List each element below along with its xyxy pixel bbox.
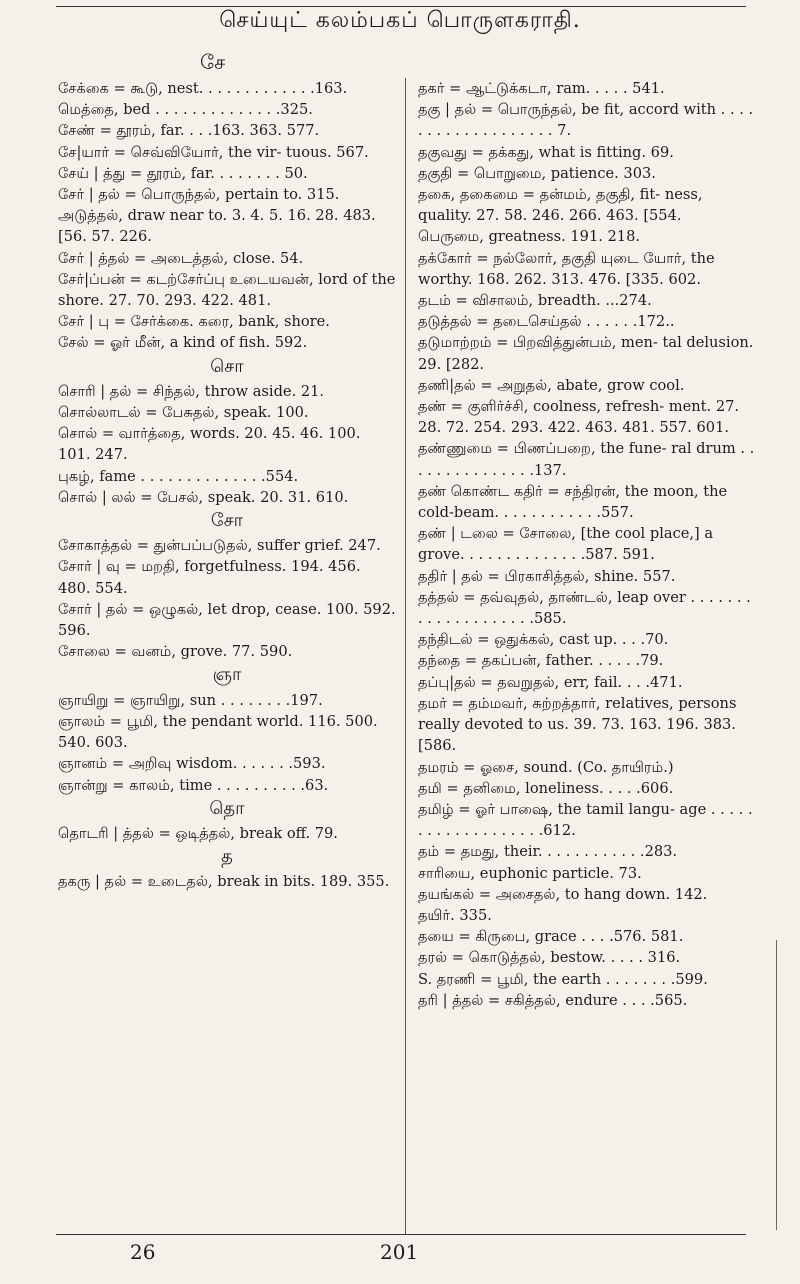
right-entry: தகுவது = தக்கது, what is fitting. 69. (418, 143, 674, 161)
left-entry: சோர் | தல் = ஒழுகல், let drop, cease. 100. 592. 596. (58, 600, 396, 640)
left-entry: புகழ், fame . . . . . . . . . . . . . .554. (58, 467, 299, 485)
left-entry: தொடரி | த்தல் = ஒடித்தல், break off. 79. (58, 824, 338, 842)
top-rule (56, 6, 746, 7)
left-entry: சேக்கை = கூடு, nest. . . . . . . . . . . . .163. (58, 80, 348, 97)
page-number-left: 26 (130, 1240, 156, 1264)
right-entry: தமிழ் = ஓர் பாஷை, the tamil langu- age . . . . . . . . . . . . . . . . . . .612. (418, 800, 753, 840)
right-entry: தண்ணுமை = பிணப்பறை, the fune- ral drum . . . . . . . . . . . . . . .137. (418, 440, 755, 479)
right-entry: தரல் = கொடுத்தல், bestow. . . . . 316. (418, 949, 681, 967)
right-entry: தகுதி = பொறுமை, patience. 303. (418, 164, 656, 182)
right-entry: தணி|தல் = அறுதல், abate, grow cool. (418, 376, 685, 394)
left-entry: தகரு | தல் = உடைதல், break in bits. 189. 355. (58, 873, 390, 891)
page-number-right: 201 (380, 1240, 419, 1264)
left-entry: சொல் = வார்த்தை, words. 20. 45. 46. 100. 101. 247. (58, 425, 361, 464)
running-head: செய்யுட் கலம்பகப் பொருளகராதி. (219, 8, 581, 33)
left-entry: சோலை = வனம், grove. 77. 590. (58, 643, 293, 661)
left-entry: சேய் | த்து = தூரம், far. . . . . . . . 50. (58, 164, 308, 182)
right-entry: தம் = தமது, their. . . . . . . . . . . .283. (418, 843, 678, 861)
right-entry: தகை, தகைமை = தன்மம், தகுதி, fit- ness, quality. 27. 58. 246. 266. 463. [554. (418, 186, 703, 225)
left-entry: சேர்|ப்பன் = கடற்சேர்ப்பு உடையவன், lord of the shore. 27. 70. 293. 422. 481. (58, 270, 396, 310)
left-entry: சோர் | வு = மறதி, forgetfulness. 194. 456. 480. 554. (58, 558, 361, 597)
right-entry: தமரம் = ஓசை, sound. (Co. தாயிரம்.) (418, 758, 674, 776)
right-entry: தகர் = ஆட்டுக்கடா, ram. . . . . 541. (418, 80, 665, 97)
right-entry: தடுமாற்றம் = பிறவித்துன்பம், men- tal delusion. 29. [282. (418, 334, 754, 373)
right-entry: ததிர் | தல் = பிரகாசித்தல், shine. 557. (418, 567, 676, 585)
right-entry: தடம் = விசாலம், breadth. ...274. (418, 292, 652, 310)
left-section-head: சொ (210, 355, 244, 377)
left-entry: அடுத்தல், draw near to. 3. 4. 5. 16. 28. 483. [56. 57. 226. (58, 207, 376, 246)
right-entry: S. தரணி = பூமி, the earth . . . . . . . .599. (418, 970, 708, 988)
left-entry: சொல் | லல் = பேசல், speak. 20. 31. 610. (58, 488, 349, 506)
right-entry: தமி = தனிமை, loneliness. . . . .606. (418, 779, 674, 797)
right-entry: தடுத்தல் = தடைசெய்தல் . . . . . .172.. (418, 313, 675, 331)
right-entry: தண் | டலை = சோலை, [the cool place,] a grove. . . . . . . . . . . . . .587. 591. (418, 525, 714, 564)
right-entry: பெருமை, greatness. 191. 218. (418, 228, 641, 246)
column-divider (405, 78, 406, 1234)
left-section-head: த (221, 846, 233, 868)
right-entry: தயங்கல் = அசைதல், to hang down. 142. (418, 885, 708, 903)
left-entry: ஞாயிறு = ஞாயிறு, sun . . . . . . . .197. (58, 691, 323, 709)
left-entry: சேண் = தூரம், far. . . .163. 363. 577. (58, 122, 320, 140)
right-entry: தத்தல் = தவ்வுதல், தாண்டல், leap over . . . . . . . . . . . . . . . . . . . .585. (418, 588, 751, 628)
right-entry: தண் = குளிர்ச்சி, coolness, refresh- ment. 27. 28. 72. 254. 293. 422. 463. 481. 557. 601. (418, 398, 740, 437)
right-entry: தயை = கிருபை, grace . . . .576. 581. (418, 928, 684, 946)
right-entry: தயிர். 335. (418, 906, 492, 924)
right-entry: தமர் = தம்மவர், சுற்றத்தார், relatives, persons really devoted to us. 39. 73. 163. 196. 383. [586. (418, 694, 737, 755)
bottom-rule (56, 1234, 746, 1235)
right-entry: தரி | த்தல் = சகித்தல், endure . . . .565. (418, 991, 688, 1009)
right-entry: தண் கொண்ட கதிர் = சந்திரன், the moon, the cold-beam. . . . . . . . . . . .557. (418, 482, 728, 522)
left-entry: சொரி | தல் = சிந்தல், throw aside. 21. (58, 382, 325, 400)
left-entry: சே|யார் = செவ்வியோர், the vir- tuous. 567. (58, 143, 369, 161)
left-entry: ஞானம் = அறிவு wisdom. . . . . . .593. (58, 755, 326, 773)
left-entry: ஞாலம் = பூமி, the pendant world. 116. 500. 540. 603. (58, 712, 378, 752)
left-entry: மெத்தை, bed . . . . . . . . . . . . . .325. (58, 101, 313, 119)
right-entry: தக்கோர் = நல்லோர், தகுதி யுடை யோர், the worthy. 168. 262. 313. 476. [335. 602. (418, 249, 715, 288)
left-entry: சோகாத்தல் = துன்பப்படுதல், suffer grief. 247. (58, 537, 381, 555)
left-entry: ஞான்று = காலம், time . . . . . . . . . .63. (58, 776, 329, 794)
right-entry: தந்திடல் = ஒதுக்கல், cast up. . . .70. (418, 631, 669, 649)
left-entry: சேர் | த்தல் = அடைத்தல், close. 54. (58, 249, 304, 267)
right-column (418, 78, 756, 1011)
left-section-head: ஞா (212, 664, 242, 686)
left-entry: சொல்லாடல் = பேசுதல், speak. 100. (58, 404, 309, 422)
section-head-se: சே (200, 50, 226, 74)
right-entry: சாரியை, euphonic particle. 73. (418, 864, 642, 882)
right-entry: தப்பு|தல் = தவறுதல், err, fail. . . .471. (418, 673, 683, 691)
margin-rule (776, 940, 777, 1230)
left-entry: சேர் | பு = சேர்க்கை. கரை, bank, shore. (58, 313, 330, 331)
left-section-head: தொ (209, 797, 245, 819)
right-entry: தந்தை = தகப்பன், father. . . . . .79. (418, 652, 664, 670)
left-entry: சேல் = ஓர் மீன், a kind of fish. 592. (58, 334, 308, 352)
right-entry: தகு | தல் = பொருந்தல், be fit, accord with . . . . . . . . . . . . . . . . . . . 7. (418, 101, 754, 140)
left-column (58, 78, 396, 893)
left-section-head: சோ (210, 510, 244, 532)
left-entry: சேர் | தல் = பொருந்தல், pertain to. 315. (58, 186, 340, 204)
